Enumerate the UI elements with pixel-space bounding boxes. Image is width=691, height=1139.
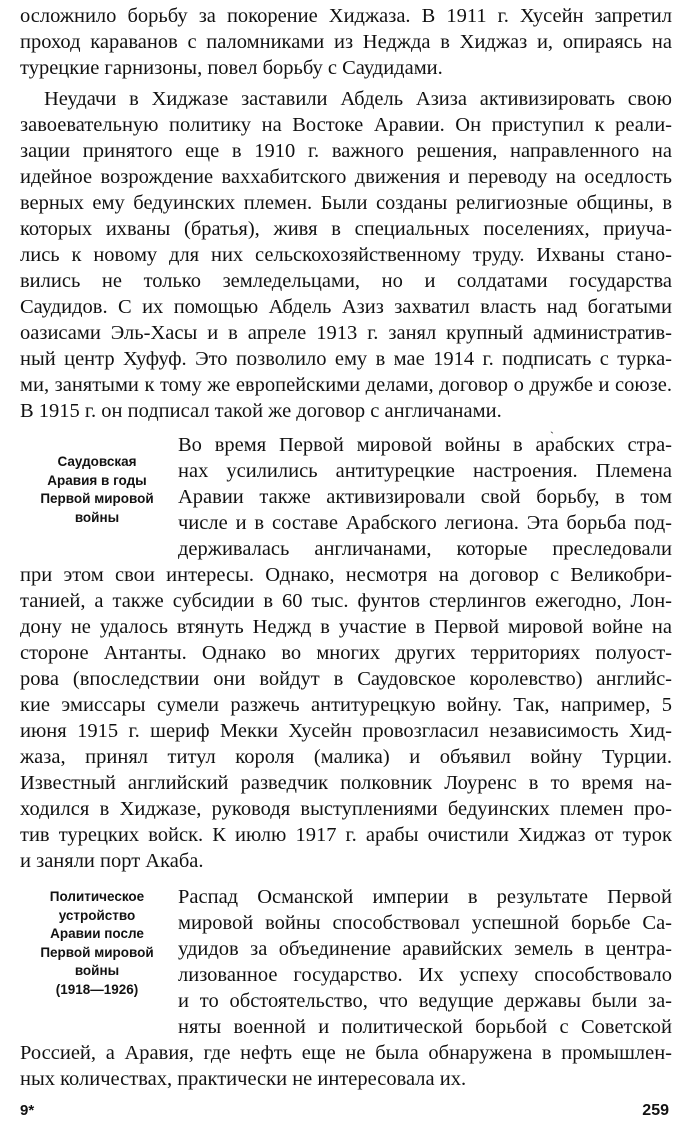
side-heading-line: Первой мировой [40,944,154,960]
side-heading-line: Политическое [49,889,145,904]
side-heading [22,888,172,999]
text-line: тив турецких войск. К июлю 1917 г. арабы очистили Хиджаз от турок [20,824,672,846]
text-line: мировой войны способствовал успешной борьбе Са- [178,912,672,934]
text-line: и заняли порт Акаба. [20,850,204,872]
text-line: идейное возрождение ваххабитского движения и переводу на оседлость [20,166,672,188]
text-line: жаза, принял титул короля (малика) и объявил войну Турции. [20,746,672,768]
side-heading-line: Аравия в годы [47,472,147,488]
text-line: при этом свои интересы. Однако, несмотря на договор с Великобри- [20,564,672,586]
text-line: оазисами Эль-Хасы и в апреле 1913 г. занял крупный административ- [20,322,672,344]
text-line: завоевательную политику на Востоке Аравии. Он приступил к реали- [20,114,672,136]
text-line: няты военной и политической борьбой с Советской [178,1016,672,1038]
text-line: и то обстоятельство, что ведущие державы были за- [178,990,672,1012]
text-line: ный центр Хуфуф. Это позволило ему в мае 1914 г. подписать с турка- [20,348,672,370]
text-line: Известный английский разведчик полковник Лоуренс в то время на- [20,772,672,794]
text-line: Во время Первой мировой войны в арабских стра- [178,434,672,456]
side-heading-line: (1918—1926) [55,981,139,997]
text-line: зации принятого еще в 1910 г. важного решения, направленного на [20,140,672,162]
text-line: В 1915 г. он подписал такой же договор с англичанами. [20,400,502,422]
side-heading-line: Аравии после [50,926,144,941]
text-line: числе и в составе Арабского легиона. Эта борьба под- [178,512,672,534]
text-line: танией, а также субсидии в 60 тыс. фунтов стерлингов ежегодно, Лон- [20,590,672,612]
text-line: стороне Антанты. Однако во многих других территориях полуост- [20,642,672,664]
text-line: Распад Османской империи в результате Первой [178,886,672,908]
side-heading-line: Первой мировой [40,491,154,506]
side-heading-line: устройство [58,907,136,923]
text-line: Саудидов. С их помощью Абдель Азиз захватил власть над богатыми [20,296,672,318]
text-line: осложнило борьбу за покорение Хиджаза. В 1911 г. Хусейн запретил [20,5,672,27]
text-line: дону не удалось втянуть Неджд в участие в Первой мировой войне на [20,616,672,638]
text-line: которых ихваны (братья), живя в специальных поселениях, приуча- [20,218,672,240]
text-line: кие эмиссары сумели разжечь антитурецкую войну. Так, например, 5 [20,694,672,716]
text-line: Россией, а Аравия, где нефть еще не была обнаружена в промышлен- [20,1042,672,1064]
side-heading-line: Саудовская [57,454,137,469]
text-line: Аравии также активизировали свой борьбу, в том [178,486,672,508]
page-number: 259 [642,1102,669,1119]
text-line: Неудачи в Хиджазе заставили Абдель Азиза активизировать свою [44,88,672,110]
text-line: июня 1915 г. шериф Мекки Хусейн провозгласил независимость Хид- [20,720,672,742]
text-line: вились не только земледельцами, но и солдатами государства [20,270,672,292]
text-line: верных ему бедуинских племен. Были созданы религиозные общины, в [20,192,672,214]
text-line: проход караванов с паломниками из Неджда в Хиджаз и, опираясь на [20,31,672,53]
text-line: нах усилились антитурецкие настроения. Племена [178,460,672,482]
text-line: лизованное государство. Их успеху способствовало [178,964,672,986]
text-line: ходился в Хиджазе, руководя выступлениями бедуинских племен про- [20,798,672,820]
text-line: ми, занятыми к тому же европейскими делами, договор о дружбе и союзе. [20,374,672,396]
text-line: держивалась англичанами, которые преследовали [178,538,672,560]
text-line: ных количествах, практически не интересовала их. [20,1068,467,1090]
text-line: рова (впоследствии они войдут в Саудовское королевство) английс- [20,668,672,690]
side-heading-line: войны [74,963,120,978]
text-line: удидов за объединение аравийских земель в центра- [178,938,672,960]
stray-mark: ˏ [550,420,554,434]
text-line: лись к новому для них сельскохозяйственному труду. Ихваны стано- [20,244,672,266]
side-heading [24,453,170,527]
signature-mark: 9* [20,1102,35,1119]
text-line: турецкие гарнизоны, повел борьбу с Саудидами. [20,57,443,79]
side-heading-line: войны [74,509,120,525]
